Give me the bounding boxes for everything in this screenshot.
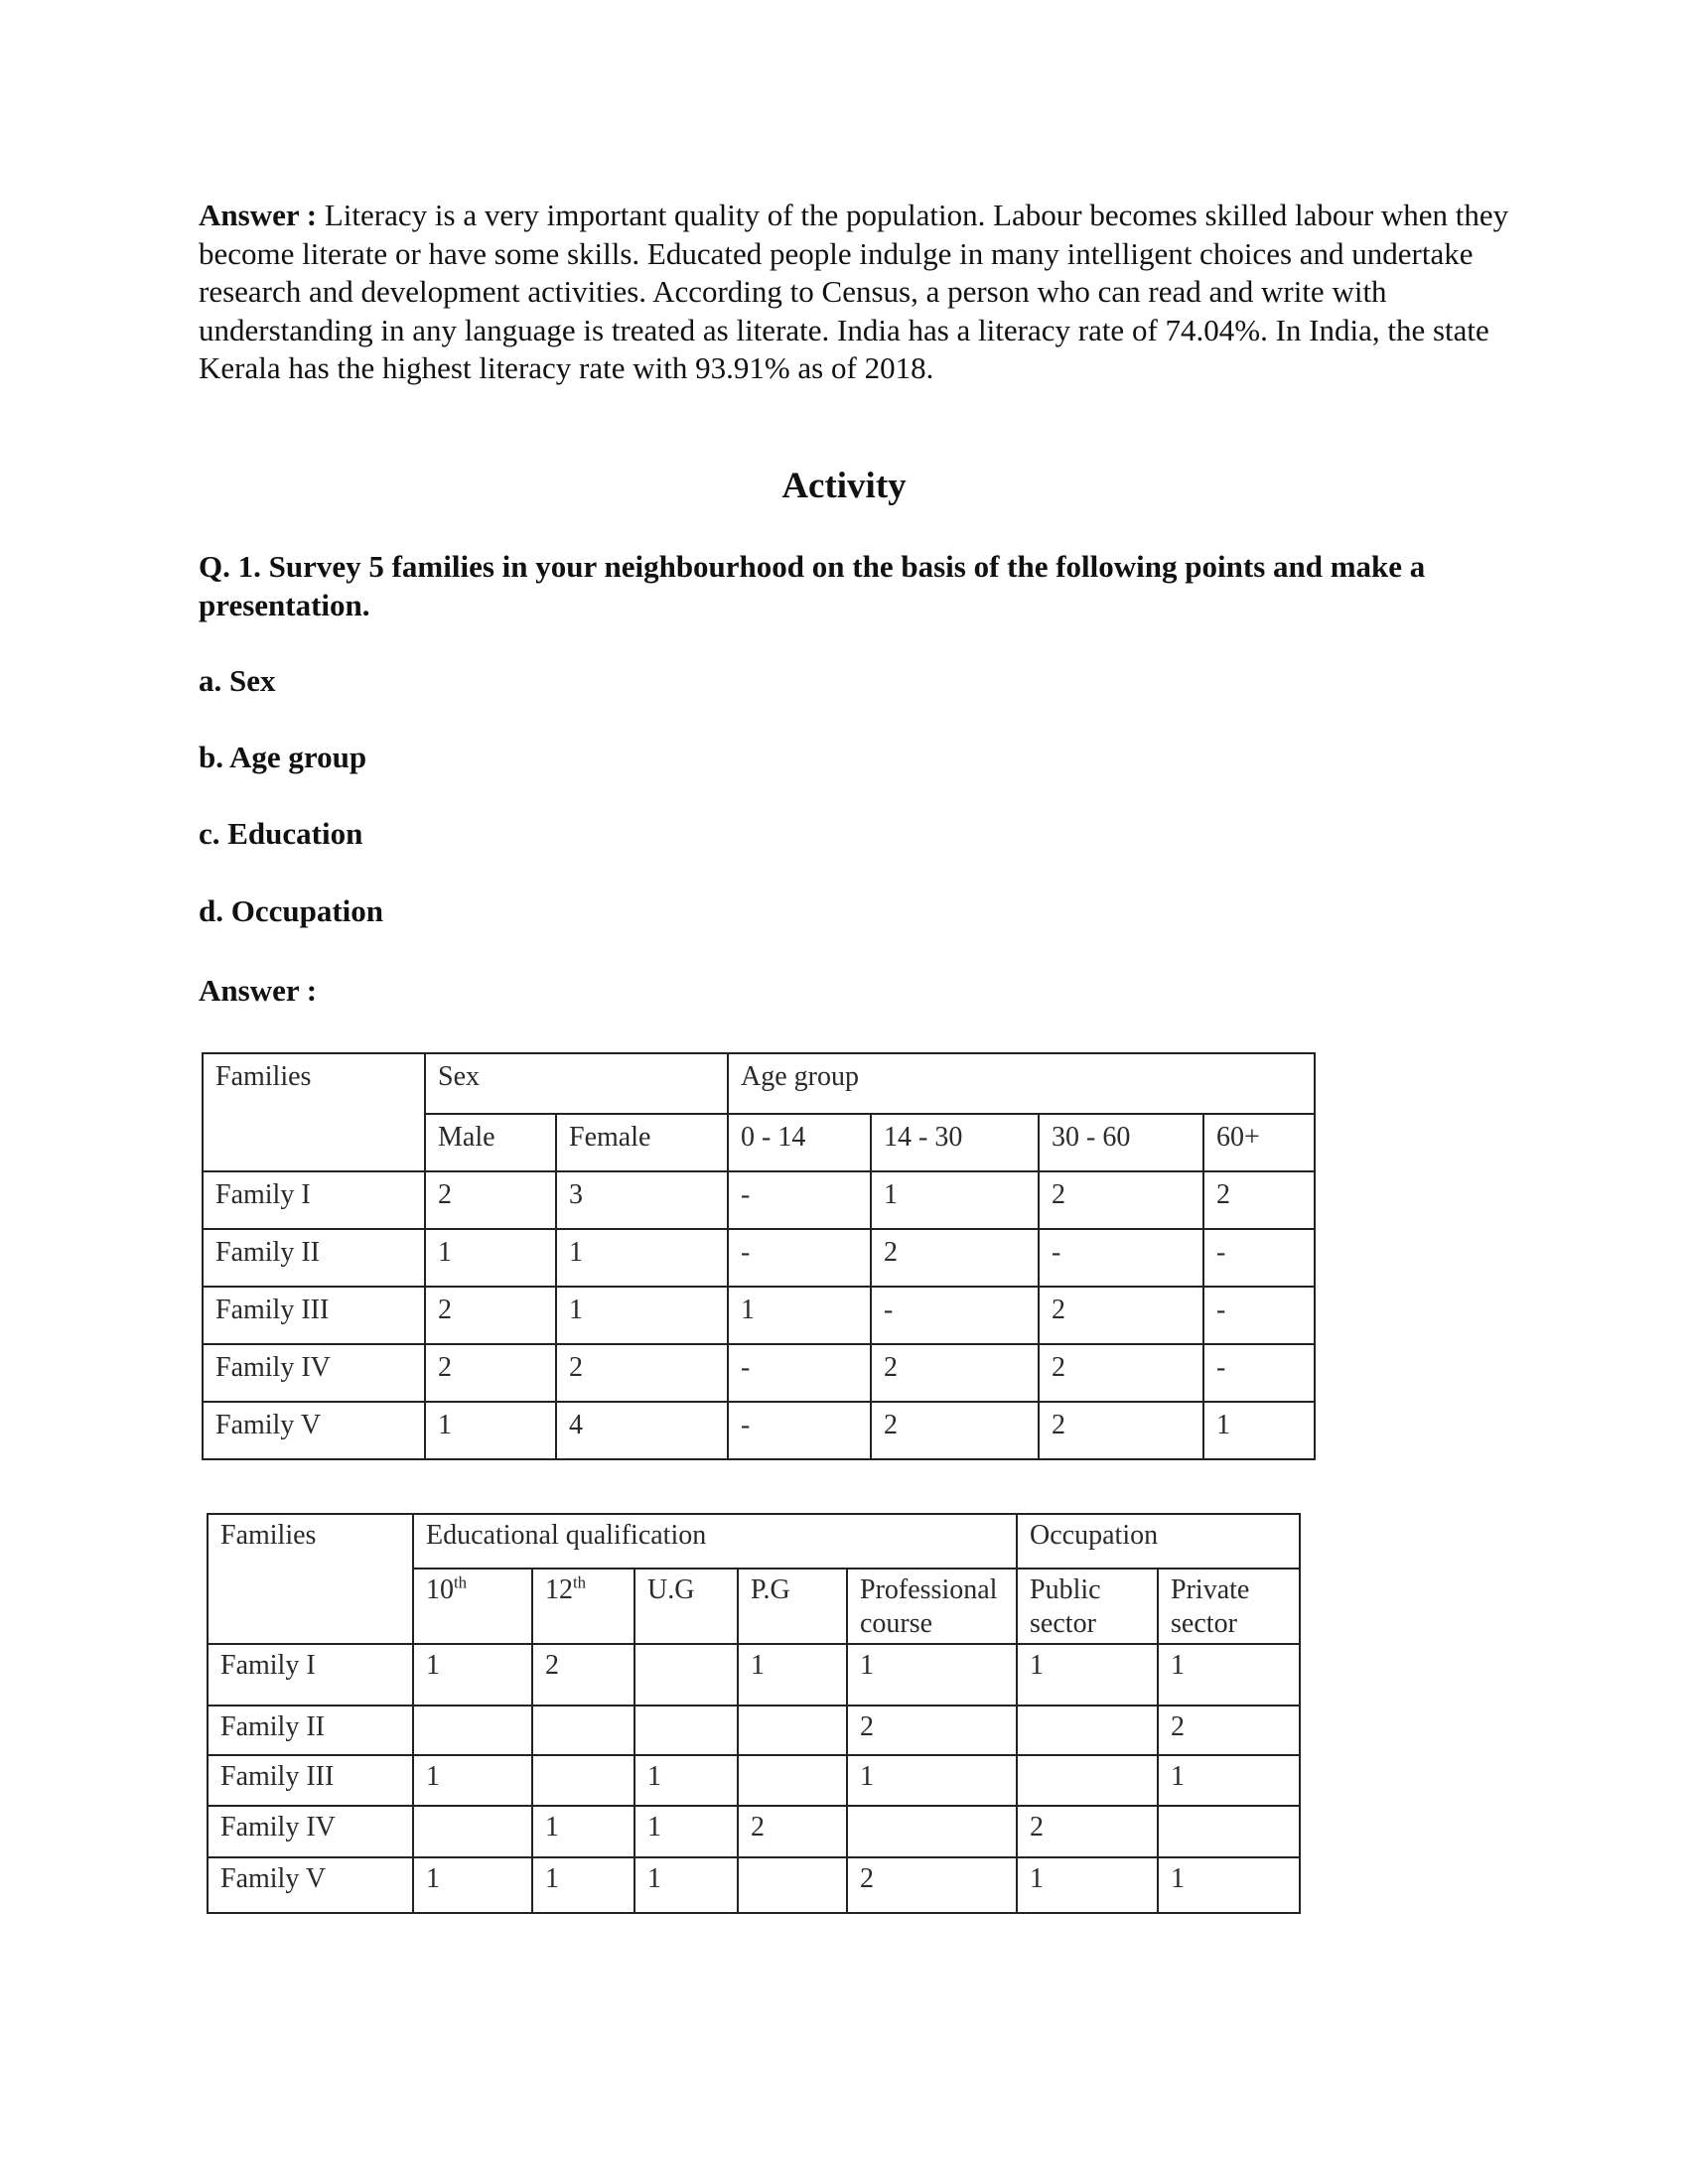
families-header: Families [208, 1514, 413, 1644]
question-text: Q. 1. Survey 5 families in your neighbourhood on the basis of the following points and make a presentation. [199, 549, 1426, 622]
answer-text: Literacy is a very important quality of the population. Labour becomes skilled labour when they become literate or have some skills. Educated people indulge in many intelligent choices and undertake research and development activities. According to Census, a person who can read and write with understanding in any language is treated as literate. India has a literacy rate of 74.04%. In India, the state Kerala has the highest literacy rate with 93.91% as of 2018. [199, 198, 1509, 385]
table-cell [1017, 1755, 1158, 1806]
table-cell: 2 [871, 1402, 1039, 1459]
table-cell: 2 [1039, 1344, 1203, 1402]
twelfth-header: 12th [532, 1569, 634, 1644]
table-cell [532, 1706, 634, 1755]
table-cell: 1 [425, 1402, 556, 1459]
table-cell: - [728, 1171, 871, 1229]
public-sector-header: Public sector [1017, 1569, 1158, 1644]
table-row [203, 1287, 1315, 1344]
table-cell: 2 [847, 1706, 1017, 1755]
table-cell: 1 [1158, 1755, 1300, 1806]
answer-label: Answer : [199, 198, 318, 232]
answer-paragraph [199, 197, 1509, 388]
family-name: Family III [203, 1287, 425, 1344]
table-cell: 1 [532, 1806, 634, 1857]
sex-header: Sex [425, 1053, 728, 1114]
table-cell [1017, 1706, 1158, 1755]
table-cell [634, 1644, 738, 1706]
table-cell: 2 [1017, 1806, 1158, 1857]
activity-heading: Activity [781, 466, 907, 506]
point-age-group: b. Age group [199, 740, 367, 774]
table-cell: 1 [413, 1755, 532, 1806]
table-cell [634, 1706, 738, 1755]
table-row [208, 1644, 1300, 1706]
table-cell: 2 [425, 1287, 556, 1344]
table-cell [413, 1806, 532, 1857]
table-cell: 3 [556, 1171, 728, 1229]
family-name: Family III [208, 1755, 413, 1806]
private-sector-header: Private sector [1158, 1569, 1300, 1644]
tenth-header: 10th [413, 1569, 532, 1644]
table-cell: 2 [1158, 1706, 1300, 1755]
table-cell: - [1203, 1287, 1315, 1344]
age-0-14-header: 0 - 14 [728, 1114, 871, 1171]
table-cell: 1 [847, 1644, 1017, 1706]
table-row [208, 1857, 1300, 1913]
table-row [208, 1706, 1300, 1755]
table-row [208, 1806, 1300, 1857]
table-cell [738, 1755, 847, 1806]
table-cell: 2 [1039, 1287, 1203, 1344]
table-cell: 2 [425, 1344, 556, 1402]
family-name: Family IV [203, 1344, 425, 1402]
table-cell: 1 [728, 1287, 871, 1344]
table-cell: 1 [634, 1857, 738, 1913]
table-cell: 2 [556, 1344, 728, 1402]
table-cell: 1 [556, 1287, 728, 1344]
educational-qualification-header: Educational qualification [413, 1514, 1017, 1569]
table-cell: 1 [1203, 1402, 1315, 1459]
table-cell: 2 [425, 1171, 556, 1229]
table-cell: 2 [738, 1806, 847, 1857]
table-cell: 1 [1158, 1857, 1300, 1913]
table-row [208, 1755, 1300, 1806]
table-cell: 1 [413, 1857, 532, 1913]
age-group-header: Age group [728, 1053, 1315, 1114]
table-cell: 1 [1017, 1644, 1158, 1706]
family-name: Family I [203, 1171, 425, 1229]
table-row [203, 1402, 1315, 1459]
answer-label-2: Answer : [199, 973, 318, 1008]
family-name: Family IV [208, 1806, 413, 1857]
table-cell: - [728, 1402, 871, 1459]
table-cell [532, 1755, 634, 1806]
table-cell: 1 [847, 1755, 1017, 1806]
table-cell: 1 [871, 1171, 1039, 1229]
table-cell: 1 [532, 1857, 634, 1913]
table-cell [1158, 1806, 1300, 1857]
family-name: Family V [208, 1857, 413, 1913]
family-name: Family II [203, 1229, 425, 1287]
male-header: Male [425, 1114, 556, 1171]
table-cell: 1 [425, 1229, 556, 1287]
table-cell: 1 [738, 1644, 847, 1706]
table-cell: - [1039, 1229, 1203, 1287]
table-cell [847, 1806, 1017, 1857]
table-cell [413, 1706, 532, 1755]
table-cell: - [728, 1344, 871, 1402]
education-occupation-table [207, 1513, 1301, 1914]
point-education: c. Education [199, 816, 363, 851]
table-cell: 2 [1039, 1402, 1203, 1459]
age-60-plus-header: 60+ [1203, 1114, 1315, 1171]
table-cell: 1 [556, 1229, 728, 1287]
table-cell: 2 [1203, 1171, 1315, 1229]
table-cell: 2 [1039, 1171, 1203, 1229]
family-name: Family I [208, 1644, 413, 1706]
table-cell: 2 [532, 1644, 634, 1706]
age-14-30-header: 14 - 30 [871, 1114, 1039, 1171]
point-occupation: d. Occupation [199, 893, 384, 928]
age-30-60-header: 30 - 60 [1039, 1114, 1203, 1171]
point-sex: a. Sex [199, 663, 276, 698]
table-cell: 1 [413, 1644, 532, 1706]
families-header: Families [203, 1053, 425, 1171]
pg-header: P.G [738, 1569, 847, 1644]
female-header: Female [556, 1114, 728, 1171]
professional-course-header: Professional course [847, 1569, 1017, 1644]
table-row [203, 1229, 1315, 1287]
ug-header: U.G [634, 1569, 738, 1644]
table-cell: 1 [1017, 1857, 1158, 1913]
table-cell [738, 1706, 847, 1755]
table-cell: - [1203, 1344, 1315, 1402]
table-row [203, 1344, 1315, 1402]
table-cell: 1 [1158, 1644, 1300, 1706]
table-cell: 2 [871, 1229, 1039, 1287]
table-cell: 2 [871, 1344, 1039, 1402]
table-cell: 2 [847, 1857, 1017, 1913]
table-row [203, 1171, 1315, 1229]
table-cell: 1 [634, 1755, 738, 1806]
occupation-header: Occupation [1017, 1514, 1300, 1569]
family-name: Family II [208, 1706, 413, 1755]
table-cell: - [728, 1229, 871, 1287]
family-name: Family V [203, 1402, 425, 1459]
table-cell: 4 [556, 1402, 728, 1459]
table-cell [738, 1857, 847, 1913]
table-cell: - [1203, 1229, 1315, 1287]
sex-age-table [202, 1052, 1316, 1460]
table-cell: - [871, 1287, 1039, 1344]
table-cell: 1 [634, 1806, 738, 1857]
